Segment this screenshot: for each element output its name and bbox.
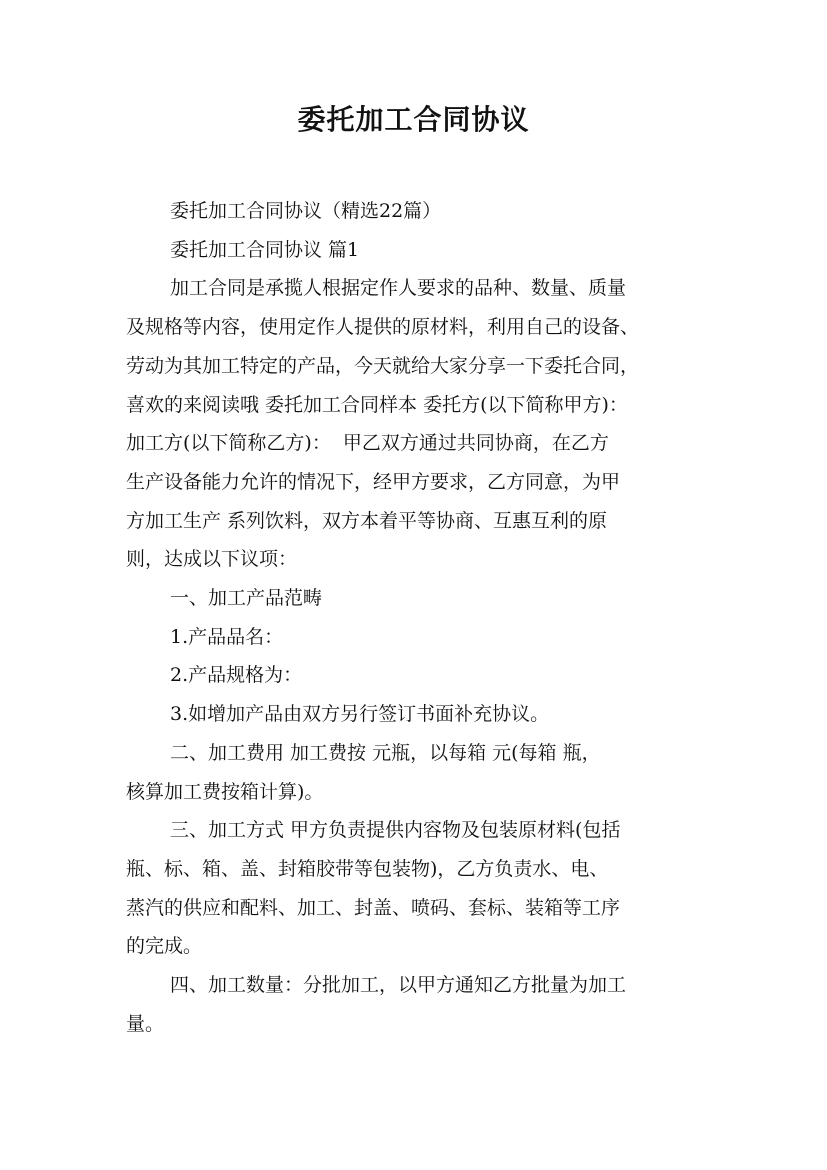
clause-item: 2.产品规格为：: [170, 664, 303, 687]
clause-item: 3.如增加产品由双方另行签订书面补充协议。: [170, 703, 550, 726]
clause-item: 1.产品品名：: [170, 625, 284, 648]
paragraph-line: 加工方(以下简称乙方)： 甲乙双方通过共同协商，在乙方: [126, 432, 609, 455]
clause-heading: 四、加工数量：分批加工，以甲方通知乙方批量为加工: [170, 974, 627, 997]
paragraph-line: 生产设备能力允许的情况下，经甲方要求，乙方同意，为甲: [126, 470, 621, 493]
subtitle-line: 委托加工合同协议（精选22篇）: [170, 200, 442, 222]
clause-heading: 三、加工方式 甲方负责提供内容物及包装原材料(包括: [170, 819, 621, 842]
paragraph-line: 则，达成以下议项：: [126, 548, 298, 571]
section-heading: 委托加工合同协议 篇1: [170, 238, 360, 261]
document-body: [126, 192, 706, 1043]
paragraph-line: 加工合同是承揽人根据定作人要求的品种、数量、质量: [170, 277, 627, 300]
clause-heading: 二、加工费用 加工费按 元瓶，以每箱 元(每箱 瓶，: [170, 741, 601, 764]
paragraph-line: 瓶、标、箱、盖、封箱胶带等包装物)，乙方负责水、电、: [126, 857, 609, 880]
paragraph-line: 及规格等内容，使用定作人提供的原材料，利用自己的设备、: [126, 316, 640, 339]
paragraph-line: 的完成。: [126, 935, 203, 958]
paragraph-line: 量。: [126, 1012, 165, 1035]
document-title: 委托加工合同协议: [297, 103, 530, 136]
paragraph-line: 劳动为其加工特定的产品，今天就给大家分享一下委托合同，: [126, 354, 640, 377]
paragraph-line: 方加工生产 系列饮料，双方本着平等协商、互惠互利的原: [126, 509, 608, 532]
clause-heading: 一、加工产品范畴: [170, 587, 323, 610]
paragraph-line: 蒸汽的供应和配料、加工、封盖、喷码、套标、装箱等工序: [126, 896, 621, 919]
paragraph-line: 核算加工费按箱计算)。: [126, 780, 324, 803]
paragraph-line: 喜欢的来阅读哦 委托加工合同样本 委托方(以下简称甲方)：: [126, 393, 628, 416]
